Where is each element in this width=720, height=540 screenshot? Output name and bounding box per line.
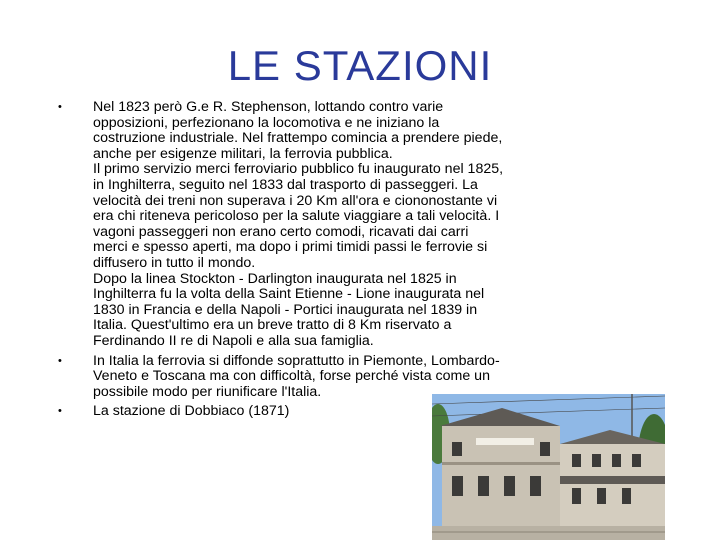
text-line: Dopo la linea Stockton - Darlington inaugurata nel 1825 in [93, 270, 457, 287]
text-line: Nel 1823 però G.e R. Stephenson, lottando contro varie [93, 99, 444, 115]
bullet-item-history [58, 100, 578, 350]
text-line: in Inghilterra, seguito nel 1833 dal trasporto di passeggeri. La [93, 176, 478, 193]
bullet-dot: • [58, 405, 62, 418]
window [540, 442, 550, 456]
window [632, 454, 641, 467]
text-line: merci e spesso aperti, ma dopo i primi timidi passi le ferrovie si [93, 239, 488, 256]
slide-title: LE STAZIONI [227, 42, 493, 89]
cornice [442, 462, 560, 465]
window [530, 476, 541, 496]
door [572, 488, 581, 504]
bullet-dot: • [58, 101, 62, 113]
text-line: In Italia la ferrovia si diffonde soprattutto in Piemonte, Lombardo- [93, 352, 500, 369]
text-line: Italia. Quest'ultimo era un breve tratto di 8 Km riservato a [93, 317, 452, 334]
station-illustration [432, 394, 665, 540]
text-line: 1830 in Francia e della Napoli - Portici inaugurata nel 1839 in [93, 301, 478, 318]
bullet-list [58, 100, 578, 420]
door [622, 488, 631, 504]
window [452, 442, 462, 456]
text-line: vagoni passeggeri non erano certo comodi, ricavati dai carri [93, 223, 469, 240]
text-line: velocità dei treni non superava i 20 Km all'ora e ciononostante vi [93, 192, 498, 209]
platform [432, 526, 665, 540]
door [597, 488, 606, 504]
platform-canopy [560, 476, 665, 484]
bullet-dot: • [58, 354, 62, 367]
station-sign [476, 438, 534, 445]
window [572, 454, 581, 467]
text-line: possibile modo per riunificare l'Italia. [93, 383, 322, 400]
text-line: era chi riteneva pericoloso per la salute viaggiare a tali velocità. I [93, 208, 500, 225]
text-line: costruzione industriale. Nel frattempo comincia a prendere piede, [93, 130, 503, 147]
text-line: Inghilterra fu la volta della Saint Etienne - Lione inaugurata nel [93, 286, 485, 303]
window [452, 476, 463, 496]
window [478, 476, 489, 496]
text-line: Ferdinando II re di Napoli e alla sua famiglia. [93, 332, 374, 349]
window [612, 454, 621, 467]
text-line: La stazione di Dobbiaco (1871) [93, 403, 290, 420]
station-photo [432, 394, 665, 540]
text-line: anche per esigenze militari, la ferrovia pubblica. [93, 145, 393, 162]
text-line: Il primo servizio merci ferroviario pubblico fu inaugurato nel 1825, [93, 161, 504, 178]
text-line: opposizioni, perfezionano la locomotiva e ne iniziano la [93, 114, 440, 131]
text-line: Veneto e Toscana ma con difficoltà, forse perché vista come un [93, 368, 490, 385]
text-line: diffusero in tutto il mondo. [93, 254, 256, 271]
window [504, 476, 515, 496]
window [592, 454, 601, 467]
